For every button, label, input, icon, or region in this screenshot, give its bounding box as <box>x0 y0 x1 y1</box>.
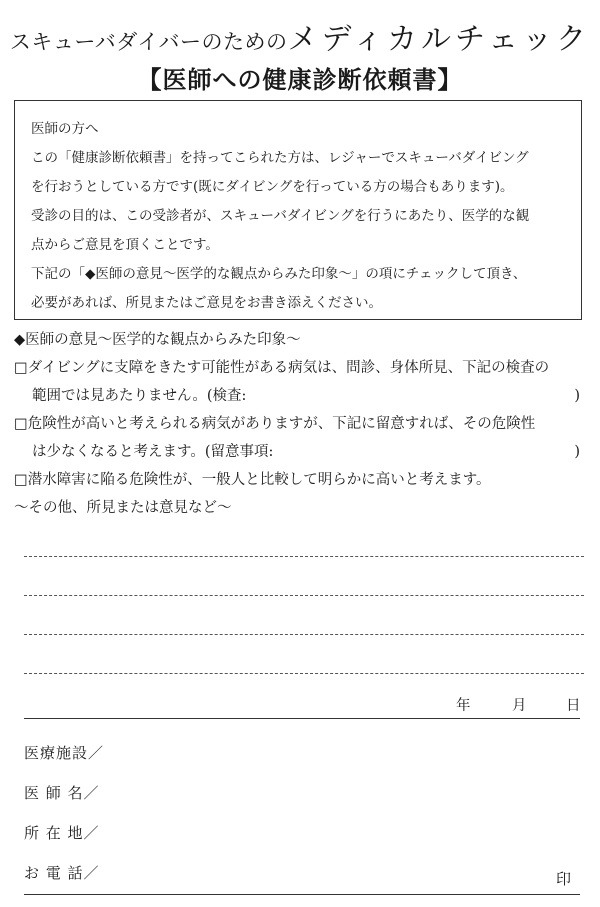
intro-line: この「健康診断依頼書」を持ってこられた方は、レジャーでスキューバダイビング <box>31 150 529 166</box>
exam-label: 範囲では見あたりません。(検査: <box>32 388 247 404</box>
writing-line[interactable] <box>24 556 584 557</box>
year-label: 年 <box>456 698 471 714</box>
intro-line: 点からご意見を頂くことです。 <box>31 237 219 253</box>
intro-line: 受診の目的は、この受診者が、スキューバダイビングを行うにあたり、医学的な観 <box>31 208 530 224</box>
option-no-issue[interactable]: □ダイビングに支障をきたす可能性がある病気は、問診、身体所見、下記の検査の <box>14 360 550 376</box>
title-main: メディカルチェック <box>287 22 591 57</box>
day-label: 日 <box>566 698 581 714</box>
exam-close-paren: ) <box>574 388 580 404</box>
bottom-line <box>24 894 580 895</box>
seal-label: 印 <box>556 870 572 888</box>
intro-box <box>14 100 582 320</box>
phone-label: お 電 話／ <box>24 864 100 882</box>
opinion-heading: ◆医師の意見〜医学的な観点からみた印象〜 <box>14 332 301 348</box>
intro-line: 必要があれば、所見またはご意見をお書き添えください。 <box>31 295 382 311</box>
intro-line: を行おうとしている方です(既にダイビングを行っている方の場合もあります)。 <box>31 179 514 195</box>
writing-line[interactable] <box>24 673 584 674</box>
writing-line[interactable] <box>24 595 584 596</box>
option-no-issue-cont <box>14 382 594 410</box>
intro-line: 医師の方へ <box>31 121 99 137</box>
other-findings-heading: 〜その他、所見または意見など〜 <box>14 500 232 516</box>
address-label: 所 在 地／ <box>24 824 100 842</box>
document-title <box>0 14 600 58</box>
doctor-name-label: 医 師 名／ <box>24 784 100 802</box>
document-subtitle: 【医師への健康診断依頼書】 <box>137 65 463 94</box>
intro-line: 下記の「◆医師の意見〜医学的な観点からみた印象〜」の項にチェックして頂き、 <box>31 266 527 282</box>
option-high-risk[interactable]: □潜水障害に陥る危険性が、一般人と比較して明らかに高いと考えます。 <box>14 472 491 488</box>
option-risk-with-care-cont <box>14 438 594 466</box>
facility-label: 医療施設／ <box>24 744 105 762</box>
title-prefix: スキューバダイバーのための <box>9 30 288 54</box>
opinion-section <box>14 326 594 522</box>
caution-close-paren: ) <box>574 444 580 460</box>
month-label: 月 <box>512 698 527 714</box>
divider-line <box>24 718 580 719</box>
caution-label: は少なくなると考えます。(留意事項: <box>32 444 274 460</box>
writing-line[interactable] <box>24 634 584 635</box>
option-risk-with-care[interactable]: □危険性が高いと考えられる病気がありますが、下記に留意すれば、その危険性 <box>14 416 536 432</box>
